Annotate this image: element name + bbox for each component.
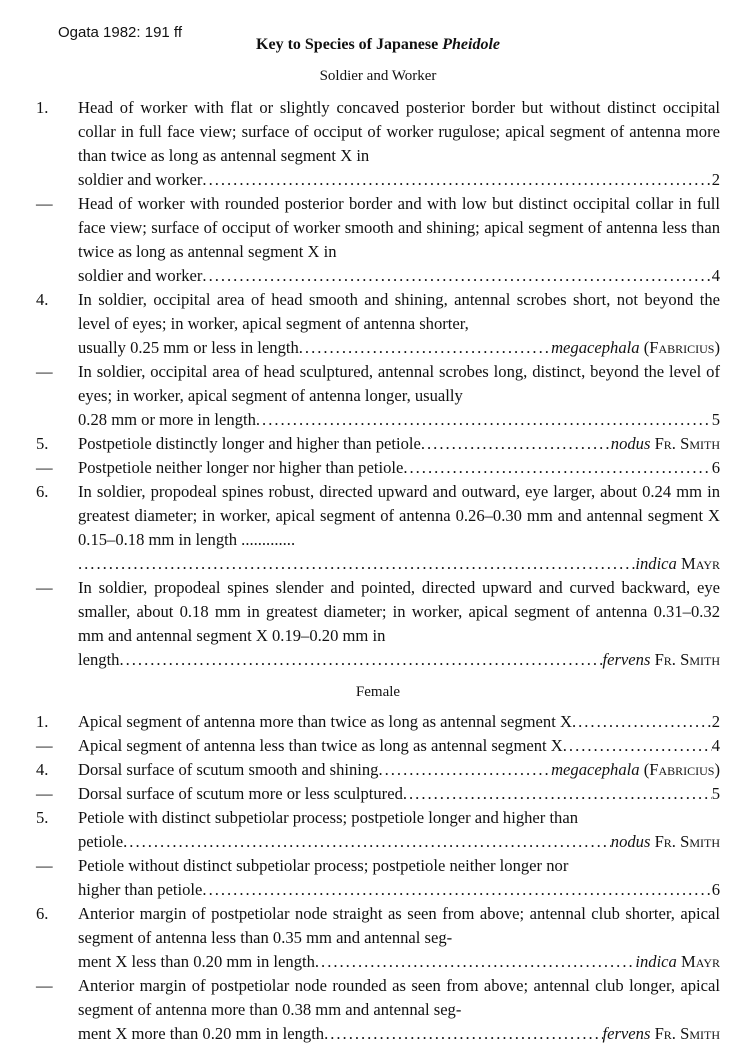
couplet-result [712,782,720,806]
couplet-number: 1. [36,712,49,731]
couplet-lead-line [78,432,720,456]
lead-target-number: 2 [711,170,720,189]
couplet-text [78,974,720,1046]
lead-text: soldier and worker [78,170,203,189]
couplet-lead-line [78,710,720,734]
lead-target-number: 4 [711,266,720,285]
lead-text: Apical segment of antenna less than twice as long as antennal segment X [78,736,563,755]
key-entry [36,806,720,854]
couplet-number: 5. [36,434,49,453]
species-name: nodus [610,434,651,453]
couplet-text [78,480,720,576]
couplet-number: 4. [36,760,49,779]
key-entry [36,360,720,432]
couplet-lead-line [78,878,720,902]
couplet-result [712,408,720,432]
couplet-text [78,192,720,288]
author-name: (Fabricius) [643,760,720,779]
couplet-description: Anterior margin of postpetiolar node rounded as seen from above; antennal club longer, apical segment of antenna more than 0.38 mm and antennal seg- [78,976,720,1019]
section-heading-female: Female [355,684,401,700]
lead-text: Apical segment of antenna more than twice as long as antennal segment X [78,712,572,731]
couplet-lead-line [78,734,720,758]
couplet-text [78,806,720,854]
couplet-description: In soldier, occipital area of head sculptured, antennal scrobes long, distinct, beyond the level of eyes; in worker, apical segment of antenna longer, usually [78,362,720,405]
title-prefix: Key to Species of Japanese [256,36,443,53]
leader-dots [202,168,711,192]
couplet-result [603,648,721,672]
couplet-lead-line [78,336,720,360]
leader-dots [421,432,611,456]
lead-text: Postpetiole distinctly longer and higher than petiole [78,434,421,453]
leader-dots [256,408,712,432]
couplet-result [611,432,720,456]
leader-dots [202,264,711,288]
couplet-result [712,734,720,758]
species-name: indica [635,554,677,573]
key-female [36,710,720,1046]
key-entry [36,782,720,806]
leader-dots [78,552,635,576]
couplet-number: — [36,736,53,755]
key-soldier-worker [36,96,720,672]
leader-dots [563,734,712,758]
author-name: Fr. Smith [654,832,720,851]
couplet-lead-line [78,648,720,672]
couplet-text [78,854,720,902]
leader-dots [572,710,712,734]
lead-text: ment X more than 0.20 mm in length [78,1024,325,1043]
couplet-result [551,758,720,782]
leader-dots [119,648,602,672]
key-entry [36,288,720,360]
leader-dots [403,456,711,480]
citation: Ogata 1982: 191 ff [58,24,182,41]
couplet-lead-line [78,1022,720,1046]
author-name: Mayr [681,952,720,971]
lead-text: Postpetiole neither longer nor higher than petiole [78,458,404,477]
species-name: nodus [610,832,651,851]
couplet-text [78,902,720,974]
key-entry [36,710,720,734]
leader-dots [202,878,711,902]
couplet-lead-line [78,950,720,974]
couplet-description: In soldier, propodeal spines slender and pointed, directed upward and curved backward, eye smaller, about 0.18 mm in greatest diameter; in worker, apical segment of antenna 0.31–0.32 mm and antennal segment X 0.19–0.20 mm in [78,578,720,645]
key-entry [36,758,720,782]
leader-dots [299,336,551,360]
couplet-number: — [36,578,53,597]
key-entry [36,902,720,974]
lead-text: length [78,650,120,669]
couplet-result [611,830,720,854]
couplet-lead-line [78,830,720,854]
leader-dots [324,1022,602,1046]
couplet-number: — [36,458,53,477]
couplet-result [712,168,720,192]
couplet-text [78,96,720,192]
couplet-number: — [36,784,53,803]
species-name: megacephala [551,760,640,779]
couplet-description: In soldier, occipital area of head smooth and shining, antennal scrobes short, not beyond the level of eyes; in worker, apical segment of antenna shorter, [78,290,720,333]
couplet-lead-line [78,168,720,192]
author-name: Fr. Smith [654,434,720,453]
couplet-result [635,552,720,576]
couplet-text [78,758,720,782]
couplet-lead-line [78,456,720,480]
species-name: indica [635,952,677,971]
couplet-text [78,360,720,432]
leader-dots [123,830,611,854]
key-entry [36,456,720,480]
couplet-result [635,950,720,974]
couplet-text [78,456,720,480]
couplet-number: — [36,362,53,381]
couplet-description: Head of worker with rounded posterior border and with low but distinct occipital collar in full face view; surface of occiput of worker smooth and shining; apical segment of antenna less than twice as long as antennal segment X in [78,194,720,261]
couplet-description: Anterior margin of postpetiolar node straight as seen from above; antennal club shorter, apical segment of antenna less than 0.35 mm and antennal seg- [78,904,720,947]
lead-text: higher than petiole [78,880,203,899]
lead-text: ment X less than 0.20 mm in length [78,952,315,971]
couplet-result [712,264,720,288]
key-entry [36,734,720,758]
couplet-result [712,878,720,902]
lead-target-number: 4 [711,736,720,755]
lead-text: 0.28 mm or more in length [78,410,256,429]
author-name: (Fabricius) [643,338,720,357]
key-entry [36,854,720,902]
couplet-number: — [36,976,53,995]
lead-target-number: 6 [711,458,720,477]
couplet-description: In soldier, propodeal spines robust, directed upward and outward, eye larger, about 0.24 mm in greatest diameter; in worker, apical segment of antenna 0.26–0.30 mm and antennal segment X 0.15–0.18 mm in length ............. [78,482,720,549]
key-entry [36,96,720,192]
couplet-lead-line [78,408,720,432]
couplet-text [78,710,720,734]
species-name: fervens [602,650,651,669]
couplet-text [78,782,720,806]
couplet-text [78,288,720,360]
page-title [0,36,756,54]
key-entry [36,432,720,456]
couplet-description: Petiole with distinct subpetiolar process; postpetiole longer and higher than [78,808,579,827]
author-name: Fr. Smith [654,1024,720,1043]
couplet-number: 5. [36,808,49,827]
couplet-lead-line [78,758,720,782]
key-entry [36,192,720,288]
couplet-number: — [36,856,53,875]
couplet-number: 6. [36,904,49,923]
lead-target-number: 2 [711,712,720,731]
author-name: Mayr [681,554,720,573]
species-name: fervens [602,1024,651,1043]
couplet-text [78,734,720,758]
couplet-number: — [36,194,53,213]
leader-dots [315,950,635,974]
lead-text: usually 0.25 mm or less in length [78,338,299,357]
couplet-result [712,456,720,480]
lead-target-number: 5 [711,410,720,429]
leader-dots [403,782,712,806]
couplet-lead-line [78,552,720,576]
key-entry [36,480,720,576]
couplet-description: Head of worker with flat or slightly concaved posterior border but without distinct occipital collar in full face view; surface of occiput of worker rugulose; apical segment of antenna more than twice as long as antennal segment X in [78,98,720,165]
couplet-description: Petiole without distinct subpetiolar process; postpetiole neither longer nor [78,856,569,875]
key-entry [36,974,720,1046]
lead-text: petiole [78,832,124,851]
lead-text: soldier and worker [78,266,203,285]
couplet-lead-line [78,782,720,806]
species-name: megacephala [551,338,640,357]
lead-target-number: 6 [711,880,720,899]
title-genus: Pheidole [442,36,500,53]
lead-text: Dorsal surface of scutum smooth and shining [78,760,379,779]
lead-text: Dorsal surface of scutum more or less sculptured [78,784,403,803]
couplet-text [78,432,720,456]
couplet-result [603,1022,721,1046]
couplet-result [551,336,720,360]
section-heading-soldier-worker: Soldier and Worker [319,68,437,84]
couplet-number: 1. [36,98,49,117]
couplet-number: 6. [36,482,49,501]
couplet-lead-line [78,264,720,288]
key-entry [36,576,720,672]
leader-dots [378,758,551,782]
couplet-number: 4. [36,290,49,309]
lead-target-number: 5 [711,784,720,803]
author-name: Fr. Smith [654,650,720,669]
couplet-result [712,710,720,734]
couplet-text [78,576,720,672]
